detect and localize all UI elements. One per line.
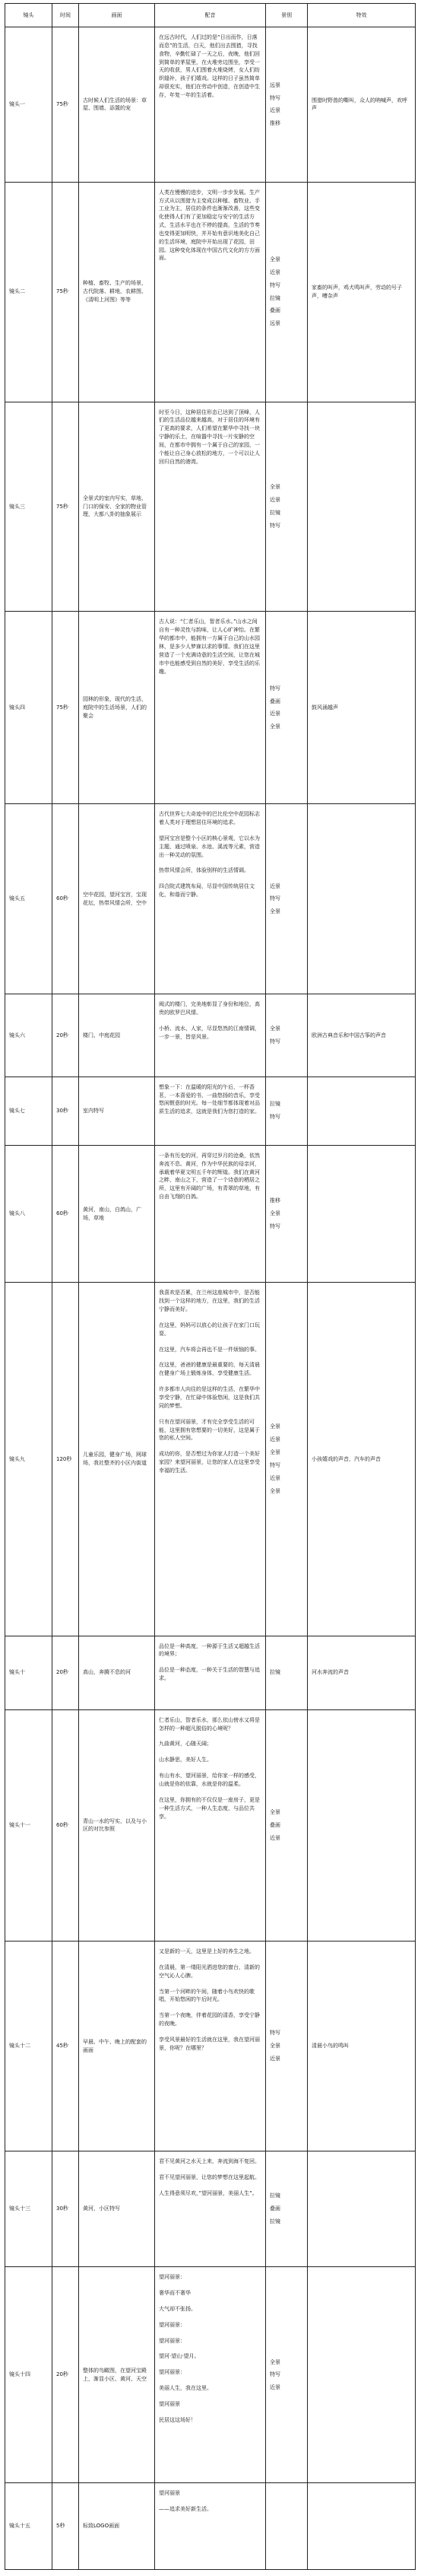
shot-type: 特写 (270, 522, 280, 529)
dub-cell (155, 1077, 266, 1145)
shot-type: 特写 (270, 2371, 280, 2378)
dub-line: 一条有历史的河，再穿过岁月的沧桑，依然奔流不息。黄河，作为中华民族的母亲河，承载着华夏文明五千年的辉煌。我们在黄河之畔，南山之下，营造了一个诗意的栖居之所，这里有开阔的广场，有青翠的草地，有自由飞翔的白鸽。 (159, 1152, 260, 1201)
fx-cell (308, 1145, 416, 1283)
dub-line: 人生得意须尽欢，”望河丽景，美丽人生”。 (159, 2190, 258, 2196)
dub-line: 奢华而不奢华 (159, 2290, 191, 2297)
shot-cell: 镜头十四 (5, 2267, 52, 2483)
shot-type: 全景 (270, 724, 280, 730)
shot-cell: 镜头二 (5, 182, 52, 402)
scene-cell: 儿童乐园，健身广场，网球场，我社整齐的小区内街道 (79, 1283, 155, 1636)
shot-cell: 镜头十五 (5, 2483, 52, 2570)
dub-line: 四合院式建筑布局，尽显中国传统居住文化，和谐而宁静。 (159, 883, 255, 898)
shot-cell: 镜头十 (5, 1636, 52, 1709)
shot-cell: 镜头六 (5, 994, 52, 1077)
table-row (5, 804, 416, 994)
shot-type: 拉镜 (270, 2193, 280, 2199)
header-shot-type: 景别 (266, 4, 308, 27)
dub-line: 有山有水，望河丽景，给你家一样的感受，山就是你的依靠，水就是你的温柔。 (159, 1773, 260, 1788)
shot-type: 特写 (270, 1114, 280, 1121)
time-cell: 60秒 (52, 1709, 79, 1941)
shot-type: 特写 (270, 2030, 280, 2037)
dub-line: 又是新的一天，这里是上好的养生之地。 (159, 1948, 255, 1955)
table-row (5, 1077, 416, 1145)
shot-cell: 镜头十三 (5, 2151, 52, 2267)
shot-type: 推移 (270, 120, 280, 127)
dub-line: 时至今日，这种居住形态已达到了顶峰，人们的生活品位越来越高，对于居住的环境有了更高的要求，人们希望在繁华中寻找一块宁静的乐土，在喧嚣中寻找一片安静的空间，在都市中拥有一个属于自己的家园，一个能让自己身心放松的地方，一个可以让人回归自然的港湾。 (159, 409, 260, 465)
fx-cell: 围猎时野兽的嘶叫，众人的呐喊声，欢呼声 (308, 27, 416, 183)
dub-line: 我喜欢是否累，在兰州这座城市中，是否能找到一个这样的地方，在这里，我们的生活宁静而美好。 (159, 1290, 260, 1313)
dub-line: 望河·望山·望月。 (159, 2353, 200, 2360)
shot-type: 近景 (270, 883, 280, 889)
fx-cell (308, 804, 416, 994)
shot-type: 近景 (270, 269, 280, 275)
shot-type: 全景 (270, 1210, 280, 1217)
shot-cell: 镜头九 (5, 1283, 52, 1636)
dub-line: 望河宝宫是整个小区的核心景观，它以水为主题，通过喷泉、水池、溪流等元素，营造出一种灵动的氛围。 (159, 835, 260, 858)
time-cell: 20秒 (52, 994, 79, 1077)
shot-type: 拉镜 (270, 1101, 280, 1108)
table-row (5, 2483, 416, 2570)
shot-type: 全景 (270, 1449, 280, 1456)
dub-line: 望河丽景： (159, 2369, 185, 2376)
scene-cell: 整体的鸟瞰图，在望河宝殿上，渐显小区、黄河、天空 (79, 2267, 155, 2483)
shot-type-cell (266, 1709, 308, 1941)
time-cell: 45秒 (52, 1942, 79, 2151)
dub-line: 山水静思，美好人生。 (159, 1757, 212, 1763)
scene-cell: 标致LOGO画面 (79, 2483, 155, 2570)
storyboard-table (5, 3, 416, 2570)
shot-type: 拉镜 (270, 510, 280, 517)
scene-cell: 室内特写 (79, 1077, 155, 1145)
dub-line: 热带风情会所，体验别样的生活情调。 (159, 867, 249, 874)
dub-line: 在这里，爸爸的健康是最重要的，每天清晨在健身广场上锻炼身体，享受健康生活。 (159, 1362, 260, 1377)
dub-line: 在清晨，第一缕阳光洒进您的窗台，清新的空气沁人心脾。 (159, 1964, 260, 1979)
shot-type: 全景 (270, 1487, 280, 1494)
fx-cell (308, 2267, 416, 2483)
shot-type-cell (266, 1942, 308, 2151)
shot-type: 全景 (270, 1809, 280, 1816)
shot-type-cell (266, 182, 308, 402)
scene-cell: 楼门、中庭花园 (79, 994, 155, 1077)
scene-cell: 园林的形象，现代的生活，庭院中的生活场景，人们的聚会 (79, 612, 155, 804)
scene-cell: 黄河，小区特写 (79, 2151, 155, 2267)
shot-type: 全景 (270, 908, 280, 915)
fx-cell (308, 1077, 416, 1145)
header-fx: 特效 (308, 4, 416, 27)
shot-type: 特写 (270, 281, 280, 288)
dub-line: 想象一下：在温暖的阳光的午后，一杯香茗，一本喜爱的书，一曲悠扬的音乐，享受悠闲惬意的时光。每一处细节都体现着对品质生活的追求，这就是我们为您打造的家。 (159, 1083, 260, 1115)
shot-type: 特写 (270, 1462, 280, 1469)
fx-cell: 河水奔流的声音 (308, 1636, 416, 1709)
shot-cell: 镜头八 (5, 1145, 52, 1283)
shot-type: 拉镜 (270, 1669, 280, 1676)
shot-cell: 镜头三 (5, 402, 52, 612)
scene-cell: 青山一水的写实，以及与小区的对比参照 (79, 1709, 155, 1941)
dub-line: 大气却不张扬。 (159, 2305, 196, 2312)
dub-cell (155, 804, 266, 994)
shot-type: 拉镜 (270, 2218, 280, 2225)
shot-type: 近景 (270, 107, 280, 114)
shot-type: 叠画 (270, 698, 280, 704)
fx-cell: 清晨小鸟的鸣叫 (308, 1942, 416, 2151)
scene-cell: 黄河，南山，白鸽山，广场，草地 (79, 1145, 155, 1283)
shot-cell: 镜头五 (5, 804, 52, 994)
shot-type-cell (266, 2267, 308, 2483)
dub-cell (155, 1942, 266, 2151)
shot-type: 特写 (270, 1223, 280, 1230)
dub-cell (155, 2483, 266, 2570)
shot-type: 全景 (270, 2358, 280, 2365)
time-cell: 75秒 (52, 27, 79, 183)
dub-cell (155, 1283, 266, 1636)
time-cell: 30秒 (52, 1077, 79, 1145)
table-row (5, 1145, 416, 1283)
shot-type: 近景 (270, 497, 280, 504)
shot-type: 远景 (270, 81, 280, 88)
dub-line: 望河丽景 (159, 2490, 180, 2497)
shot-type-cell (266, 402, 308, 612)
table-row (5, 1636, 416, 1709)
shot-type: 近景 (270, 711, 280, 717)
dub-line: 成功的你，是否想过为你家人打造一个美好家园？来望河丽景，让您的家人在这里享受幸福的生活。 (159, 1451, 260, 1474)
dub-line: 在这里，你拥有的不仅仅是一座房子，更是一种生活方式，一种人生态度，与品位共享。 (159, 1796, 260, 1820)
shot-type: 叠画 (270, 2206, 280, 2212)
dub-line: 望河丽景： (159, 2321, 185, 2328)
shot-type-cell (266, 1077, 308, 1145)
shot-type: 特写 (270, 895, 280, 902)
time-cell: 75秒 (52, 182, 79, 402)
fx-cell: 鼓风涌越声 (308, 612, 416, 804)
shot-type: 远景 (270, 320, 280, 327)
fx-cell (308, 2483, 416, 2570)
shot-cell: 镜头四 (5, 612, 52, 804)
dub-line: 仁者乐山，智者乐水，那么依山傍水又将是怎样的一种超凡脱俗的心境呢？ (159, 1716, 260, 1732)
shot-type-cell (266, 994, 308, 1077)
dub-line: 古代世界七大奇迹中的巴比伦空中花园标志着人类对于理想居住环境的追求。 (159, 811, 260, 826)
time-cell: 20秒 (52, 1636, 79, 1709)
dub-line: 只有在望河丽景，才有完全享受生活的可能，这里拥有您想要的一切美好，这是属于您的私人空间。 (159, 1418, 260, 1442)
shot-cell: 镜头十二 (5, 1942, 52, 2151)
scene-cell: 高山，奔腾不息的河 (79, 1636, 155, 1709)
dub-cell (155, 2151, 266, 2267)
dub-line: 在远古时代，人们过的是“日出而作，日落而息”的生活，白天，他们出去围猎，寻找食物，辛勤忙碌了一天之后，夜晚，他们回到简单的茅屋里，在火堆旁边围坐，享受一天的收获，男人们围着火堆烧烤，女人们纺织缝补，孩子们嬉戏。这样的日子虽然简单却很充实，他们在劳动中创造，在创造中生存，年复一年的生活着。 (159, 34, 260, 98)
shot-type: 全景 (270, 484, 280, 491)
dub-line: 当第一个河畔的午间，随着小鸟欢快的歌唱，开始悠闲的午后时光。 (159, 1988, 255, 2003)
fx-cell (308, 1709, 416, 1941)
dub-cell (155, 2267, 266, 2483)
shot-cell: 镜头十一 (5, 1709, 52, 1941)
dub-line: 君不见望河丽景，让您的梦想在这里起航。 (159, 2174, 260, 2180)
shot-type: 全景 (270, 1423, 280, 1430)
dub-line: 许多都市人向往的是这样的生活，在繁华中享受宁静，在忙碌中体验悠闲，这是我们共同的梦想。 (159, 1386, 260, 1409)
dub-line: 在这里，汽车将会再也不是一件烦恼的事。 (159, 1346, 260, 1353)
shot-type: 近景 (270, 1436, 280, 1443)
scene-cell: 种植、畜牧、生产的场景，古代院落、耕地，农耕图、《清明上河图》等等 (79, 182, 155, 402)
shot-type: 全景 (270, 1026, 280, 1032)
dub-cell (155, 1636, 266, 1709)
scene-cell: 古时候人们生活的场景：草屋、围墙、添置的宠 (79, 27, 155, 183)
shot-type-cell (266, 1145, 308, 1283)
fx-cell (308, 402, 416, 612)
dub-line: 当第一个夜晚，伴着花园的清香，享受宁静的夜晚。 (159, 2012, 260, 2027)
table-row (5, 1942, 416, 2151)
dub-line: 享受风景最好的生活就在这里，我在望河丽景，你呢？在哪里？ (159, 2037, 260, 2051)
shot-type: 特写 (270, 94, 280, 101)
dub-line: 九曲黄河，心随天阔； (159, 1741, 212, 1748)
dub-cell (155, 402, 266, 612)
dub-cell (155, 182, 266, 402)
dub-line: ——追求美好新生活。 (159, 2506, 212, 2513)
shot-type-cell (266, 612, 308, 804)
dub-line: 古人说：“仁者乐山，智者乐水。”山水之间自有一种灵性与韵味，让人心旷神怡。在繁华的都市中，能拥有一方属于自己的山水园林，是多少人梦寐以求的事情。我们在这里营造了一个充满诗意的生活空间，让您在城市中也能感受到自然的美好，享受生活的乐趣。 (159, 619, 260, 675)
time-cell: 20秒 (52, 2267, 79, 2483)
shot-type-cell (266, 2483, 308, 2570)
shot-type-cell (266, 1636, 308, 1709)
fx-cell: 欧洲古典音乐和中国古筝的声音 (308, 994, 416, 1077)
fx-cell (308, 2151, 416, 2267)
dub-line: 望河丽景： (159, 2274, 185, 2281)
time-cell: 75秒 (52, 402, 79, 612)
dub-line: 民居这这场好！ (159, 2416, 196, 2423)
shot-type: 特写 (270, 685, 280, 692)
table-row (5, 1283, 416, 1636)
dub-line: 在这里，妈妈可以放心的让孩子在家门口玩耍。 (159, 1321, 260, 1337)
dub-line: 人类在慢慢的进步，文明一步步发展。生产方式从以围猎为主变成以种植、畜牧业、手工业为主，居住的条件也渐渐改善，这些变化使得人们有了更加稳定与安宁的生活方式，生活水平也在不停的提高，生活的节奏也变得更加明快，并开始有意识地美化自己的生活环境，庭院中开始出现了花园，田园。这种变化体现在中国古代文化的方方面面。 (159, 189, 260, 262)
header-dub: 配音 (155, 4, 266, 27)
table-row (5, 27, 416, 183)
time-cell: 60秒 (52, 804, 79, 994)
dub-line: 品位是一种态度，一种关于生活的智慧与追求。 (159, 1667, 260, 1682)
dub-cell (155, 27, 266, 183)
scene-cell: 空中花园，望河宝宫，宝现花坛，热带风情会所，空中 (79, 804, 155, 994)
shot-type: 推移 (270, 1197, 280, 1204)
time-cell: 120秒 (52, 1283, 79, 1636)
table-row (5, 2267, 416, 2483)
fx-cell: 小孩嬉戏的声音，汽车的声音 (308, 1283, 416, 1636)
shot-cell: 镜头七 (5, 1077, 52, 1145)
shot-type: 全景 (270, 2043, 280, 2050)
shot-type-cell (266, 2151, 308, 2267)
header-shot: 镜头 (5, 4, 52, 27)
dub-line: 望河丽景： (159, 2337, 185, 2344)
table-row (5, 994, 416, 1077)
shot-type: 近景 (270, 1834, 280, 1841)
time-cell: 60秒 (52, 1145, 79, 1283)
time-cell: 75秒 (52, 612, 79, 804)
dub-cell (155, 994, 266, 1077)
shot-type: 叠画 (270, 307, 280, 314)
dub-line: 小桥、流水、人家，尽显悠然的江南情调，一步一景，皆是风景。 (159, 1026, 260, 1040)
shot-type: 叠画 (270, 1822, 280, 1829)
dub-line: 阀式的楼门，完美地彰显了身份和地位，高贵的欧罗巴风情。 (159, 1001, 260, 1016)
shot-type: 拉镜 (270, 294, 280, 301)
shot-type: 全景 (270, 256, 280, 263)
dub-line: 美丽人生，我在这里。 (159, 2385, 212, 2392)
scene-cell: 全景式的室内写实，草地、门口的保安、全家的物业管理，大都八卦的抽象展示 (79, 402, 155, 612)
table-row (5, 612, 416, 804)
time-cell: 5秒 (52, 2483, 79, 2570)
table-row (5, 402, 416, 612)
header-row (5, 4, 416, 27)
shot-type-cell (266, 804, 308, 994)
header-time: 时间 (52, 4, 79, 27)
dub-line: 君不见黄河之水天上来，奔流到海不复回。 (159, 2158, 260, 2165)
dub-cell (155, 1709, 266, 1941)
time-cell: 30秒 (52, 2151, 79, 2267)
shot-cell: 镜头一 (5, 27, 52, 183)
dub-line: 望河丽景 (159, 2400, 180, 2407)
fx-cell: 家畜的叫声，鸡犬鸣叫声，劳动的号子声，嘈杂声 (308, 182, 416, 402)
shot-type: 近景 (270, 1474, 280, 1481)
header-scene: 画面 (79, 4, 155, 27)
shot-type-cell (266, 27, 308, 183)
shot-type: 近景 (270, 2384, 280, 2391)
shot-type: 近景 (270, 2055, 280, 2062)
shot-type: 特写 (270, 1038, 280, 1045)
scene-cell: 早晨、中午、晚上的配套的画面 (79, 1942, 155, 2151)
table-row (5, 2151, 416, 2267)
dub-cell (155, 612, 266, 804)
shot-type-cell (266, 1283, 308, 1636)
dub-cell (155, 1145, 266, 1283)
table-row (5, 182, 416, 402)
dub-line: 品位是一种高度，一种源于生活又超越生活的境界； (159, 1643, 260, 1658)
table-row (5, 1709, 416, 1941)
